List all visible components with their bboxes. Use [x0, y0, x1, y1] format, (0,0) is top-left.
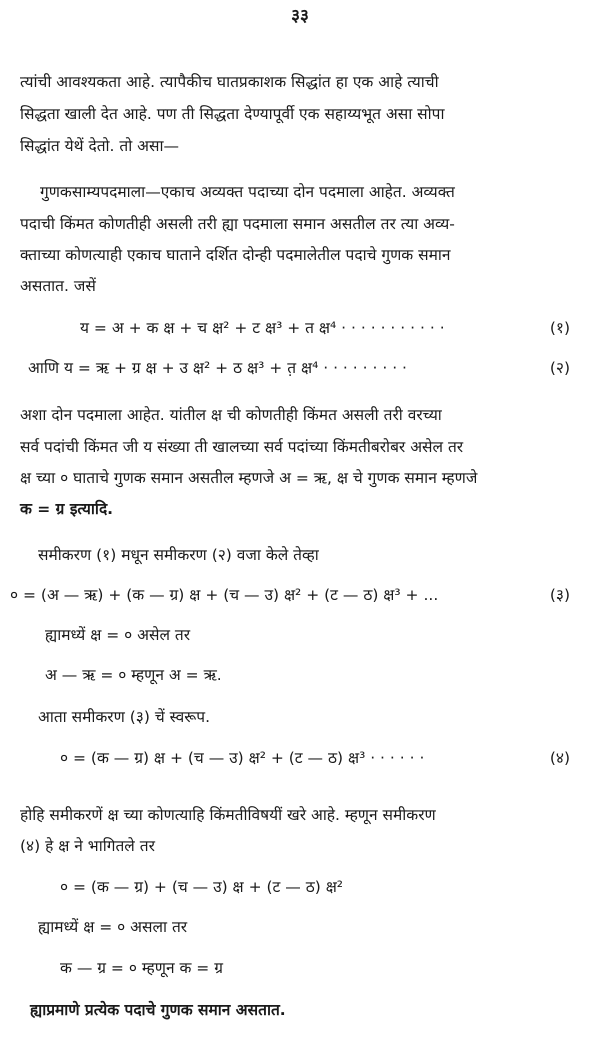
condition-x-zero: ह्यामध्यें क्ष = ० असेल तर	[45, 626, 191, 644]
equation-1: य = अ + क क्ष + च क्ष² + ट क्ष³ + त क्ष⁴ · · · · · · · · · · ·	[80, 319, 445, 337]
equation-4: ० = (क — ग्र) क्ष + (च — उ) क्ष² + (ट — ठ) क्ष³ · · · · · ·	[60, 749, 425, 767]
para2-line2: पदाची किंमत कोणतीही असली तरी ह्या पदमाला समान असतील तर त्या अव्य-	[20, 215, 455, 233]
para1-line1: त्यांची आवश्यकता आहे. त्यापैकीच घातप्रकाशक सिद्धांत हा एक आहे त्याची	[20, 73, 439, 91]
equation-2-number: (२)	[549, 359, 570, 377]
conclusion: ह्याप्रमाणे प्रत्येक पदाचे गुणक समान असतात.	[30, 1001, 286, 1019]
para2-line4: असतात. जसें	[20, 277, 96, 295]
form-statement: आता समीकरण (३) चें स्वरूप.	[38, 708, 211, 726]
equation-3: ० = (अ — ऋ) + (क — ग्र) क्ष + (च — उ) क्ष² + (ट — ठ) क्ष³ + ...	[10, 586, 439, 604]
condition-x-zero-2: ह्यामध्यें क्ष = ० असला तर	[38, 918, 188, 936]
para1-line2: सिद्धता खाली देत आहे. पण ती सिद्धता देण्यापूर्वी एक सहाय्यभूत असा सोपा	[20, 105, 445, 123]
para3-line4: क = ग्र इत्यादि.	[20, 500, 114, 518]
result-k-equals: क — ग्र = ० म्हणून क = ग्र	[60, 959, 223, 977]
equation-4-number: (४)	[549, 749, 570, 767]
para1-line3: सिद्धांत येथें देतो. तो असा—	[20, 137, 180, 155]
subtraction-statement: समीकरण (१) मधून समीकरण (२) वजा केले तेव्हा	[38, 546, 319, 564]
equation-2: आणि य = ऋ + ग्र क्ष + उ क्ष² + ठ क्ष³ + त़ क्ष⁴ · · · · · · · · ·	[28, 359, 407, 377]
para2-line1: गुणकसाम्यपदमाला—एकाच अव्यक्त पदाच्या दोन पदमाला आहेत. अव्यक्त	[40, 183, 455, 201]
equation-3-number: (३)	[549, 586, 570, 604]
result-a-equals: अ — ऋ = ० म्हणून अ = ऋ.	[45, 666, 222, 684]
para2-line3: क्ताच्या कोणत्याही एकाच घाताने दर्शित दोन्ही पदमालेतील पदाचे गुणक समान	[20, 246, 451, 264]
equation-1-number: (१)	[549, 319, 570, 337]
para4-line1: होहि समीकरणें क्ष च्या कोणत्याहि किंमतीविषयीं खरे आहे. म्हणून समीकरण	[20, 806, 436, 824]
para3-line3: क्ष च्या ० घाताचे गुणक समान असतील म्हणजे अ = ऋ, क्ष चे गुणक समान म्हणजे	[20, 469, 478, 487]
para3-line2: सर्व पदांची किंमत जी य संख्या ती खालच्या सर्व पदांच्या किंमतीबरोबर असेल तर	[20, 438, 464, 456]
para4-line2: (४) हे क्ष ने भागितले तर	[20, 837, 155, 855]
page-number: ३३	[291, 6, 309, 26]
para3-line1: अशा दोन पदमाला आहेत. यांतील क्ष ची कोणतीही किंमत असली तरी वरच्या	[20, 406, 442, 424]
equation-5: ० = (क — ग्र) + (च — उ) क्ष + (ट — ठ) क्ष²	[60, 878, 344, 896]
